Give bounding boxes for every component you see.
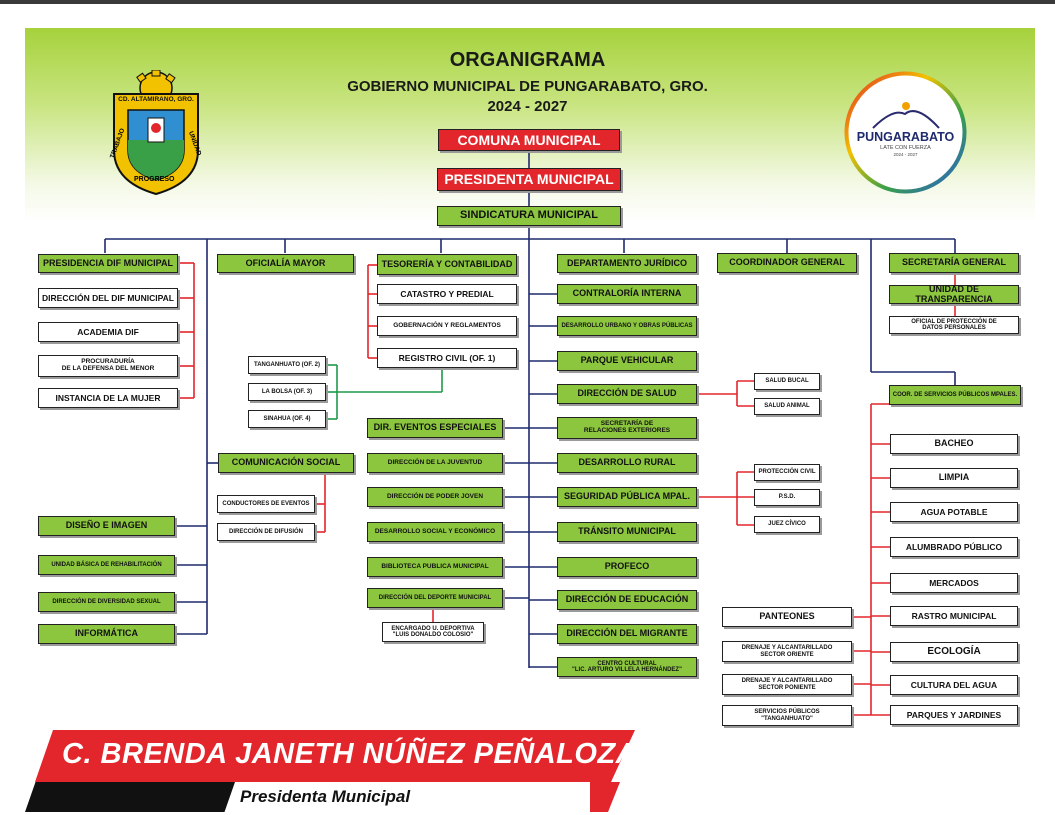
salud-animal-box: SALUD ANIMAL (754, 398, 820, 415)
direccion-difusion-box: DIRECCIÓN DE DIFUSIÓN (217, 523, 315, 541)
dif-item-3: PROCURADURÍA DE LA DEFENSA DEL MENOR (38, 355, 178, 377)
migrante-box: DIRECCIÓN DEL MIGRANTE (557, 624, 697, 644)
oficina-la-bolsa: LA BOLSA (OF. 3) (248, 383, 326, 401)
coordinador-general-box: COORDINADOR GENERAL (717, 253, 857, 273)
servicio-panteones: PANTEONES (722, 607, 852, 627)
juridico-box: DEPARTAMENTO JURÍDICO (557, 254, 697, 273)
dif-item-1: DIRECCIÓN DEL DIF MUNICIPAL (38, 288, 178, 308)
diseno-imagen-box: DISEÑO E IMAGEN (38, 516, 175, 536)
juez-civico-box: JUEZ CÍVICO (754, 516, 820, 533)
dif-item-4: INSTANCIA DE LA MUJER (38, 388, 178, 408)
logo-years: 2024 - 2027 (893, 152, 918, 157)
seguridad-publica-box: SEGURIDAD PÚBLICA MPAL. (557, 487, 697, 507)
page-period: 2024 - 2027 (487, 98, 568, 115)
educacion-box: DIRECCIÓN DE EDUCACIÓN (557, 590, 697, 610)
servicio-drenaje-oriente: DRENAJE Y ALCANTARILLADO SECTOR ORIENTE (722, 641, 852, 662)
servicio-alumbrado: ALUMBRADO PÚBLICO (890, 537, 1018, 557)
presidenta-municipal-box: PRESIDENTA MUNICIPAL (437, 168, 621, 191)
servicio-bacheo: BACHEO (890, 434, 1018, 454)
oficina-tanganhuato: TANGANHUATO (OF. 2) (248, 356, 326, 374)
logo-tagline: LATE CON FUERZA (880, 145, 931, 151)
desarrollo-rural-box: DESARROLLO RURAL (557, 453, 697, 473)
psd-box: P.S.D. (754, 489, 820, 506)
comunicacion-social-box: COMUNICACIÓN SOCIAL (218, 453, 354, 473)
transparencia-box: UNIDAD DE TRANSPARENCIA (889, 285, 1019, 304)
direccion-salud-box: DIRECCIÓN DE SALUD (557, 384, 697, 404)
shield-top-text: CD. ALTAMIRANO, GRO. (118, 96, 194, 103)
biblioteca-box: BIBLIOTECA PUBLICA MUNICIPAL (367, 557, 503, 577)
oficina-sinahua: SINAHUA (OF. 4) (248, 410, 326, 428)
footer-black-band (25, 782, 235, 812)
servicios-publicos-head-box: COOR. DE SERVICIOS PÚBLICOS MPALES. (889, 385, 1021, 405)
sindicatura-municipal-box: SINDICATURA MUNICIPAL (437, 206, 621, 226)
servicio-tanganhuato: SERVICIOS PÚBLICOS "TANGANHUATO" (722, 705, 852, 726)
catastro-box: CATASTRO Y PREDIAL (377, 284, 517, 304)
servicio-mercados: MERCADOS (890, 573, 1018, 593)
logo-name: PUNGARABATO (856, 130, 955, 144)
transito-box: TRÁNSITO MUNICIPAL (557, 522, 697, 542)
poder-joven-box: DIRECCIÓN DE PODER JOVEN (367, 487, 503, 507)
shield-left-text: TRABAJO (109, 127, 127, 160)
registro-civil-box: REGISTRO CIVIL (OF. 1) (377, 348, 517, 368)
servicio-ecologia: ECOLOGÍA (890, 642, 1018, 662)
diversidad-sexual-box: DIRECCIÓN DE DIVERSIDAD SEXUAL (38, 592, 175, 612)
tesoreria-box: TESORERÍA Y CONTABILIDAD (377, 254, 517, 275)
secretaria-general-box: SECRETARÍA GENERAL (889, 253, 1019, 273)
dif-item-2: ACADEMIA DIF (38, 322, 178, 342)
servicio-rastro: RASTRO MUNICIPAL (890, 606, 1018, 626)
oficialia-mayor-box: OFICIALÍA MAYOR (217, 254, 354, 273)
relaciones-exteriores-box: SECRETARÍA DE RELACIONES EXTERIORES (557, 417, 697, 439)
footer-president-name: C. BRENDA JANETH NÚÑEZ PEÑALOZA (62, 738, 638, 770)
conductores-eventos-box: CONDUCTORES DE EVENTOS (217, 495, 315, 513)
rehabilitacion-box: UNIDAD BÁSICA DE REHABILITACIÓN (38, 555, 175, 575)
shield-right-text: UNIDAD (187, 130, 203, 157)
desarrollo-social-box: DESARROLLO SOCIAL Y ECONÓMICO (367, 522, 503, 542)
servicio-agua-potable: AGUA POTABLE (890, 502, 1018, 522)
contraloria-box: CONTRALORÍA INTERNA (557, 284, 697, 304)
gobernacion-box: GOBERNACIÓN Y REGLAMENTOS (377, 316, 517, 336)
centro-cultural-box: CENTRO CULTURAL "LIC. ARTURO VILLELA HERNÁNDEZ" (557, 657, 697, 677)
unidad-deportiva-box: ENCARGADO U. DEPORTIVA "LUIS DONALDO COLOSIO" (382, 622, 484, 642)
salud-bucal-box: SALUD BUCAL (754, 373, 820, 390)
footer-president-role: Presidenta Municipal (240, 787, 411, 806)
eventos-especiales-box: DIR. EVENTOS ESPECIALES (367, 418, 503, 438)
page-title: ORGANIGRAMA (449, 49, 606, 71)
profeco-box: PROFECO (557, 557, 697, 577)
informatica-box: INFORMÁTICA (38, 624, 175, 644)
servicio-drenaje-poniente: DRENAJE Y ALCANTARILLADO SECTOR PONIENTE (722, 674, 852, 695)
comuna-municipal-box: COMUNA MUNICIPAL (438, 129, 620, 151)
servicio-cultura-agua: CULTURA DEL AGUA (890, 675, 1018, 695)
servicio-limpia: LIMPIA (890, 468, 1018, 488)
shield-bottom-text: PROGRESO (134, 176, 175, 183)
deporte-box: DIRECCIÓN DEL DEPORTE MUNICIPAL (367, 588, 503, 608)
desarrollo-urbano-box: DESARROLLO URBANO Y OBRAS PÚBLICAS (557, 316, 697, 336)
presidencia-dif-box: PRESIDENCIA DIF MUNICIPAL (38, 254, 178, 273)
datos-personales-box: OFICIAL DE PROTECCIÓN DE DATOS PERSONALES (889, 316, 1019, 334)
proteccion-civil-box: PROTECCIÓN CIVIL (754, 464, 820, 481)
page-subtitle: GOBIERNO MUNICIPAL DE PUNGARABATO, GRO. (347, 78, 708, 95)
parque-vehicular-box: PARQUE VEHICULAR (557, 351, 697, 371)
juventud-box: DIRECCIÓN DE LA JUVENTUD (367, 453, 503, 473)
servicio-parques: PARQUES Y JARDINES (890, 705, 1018, 725)
